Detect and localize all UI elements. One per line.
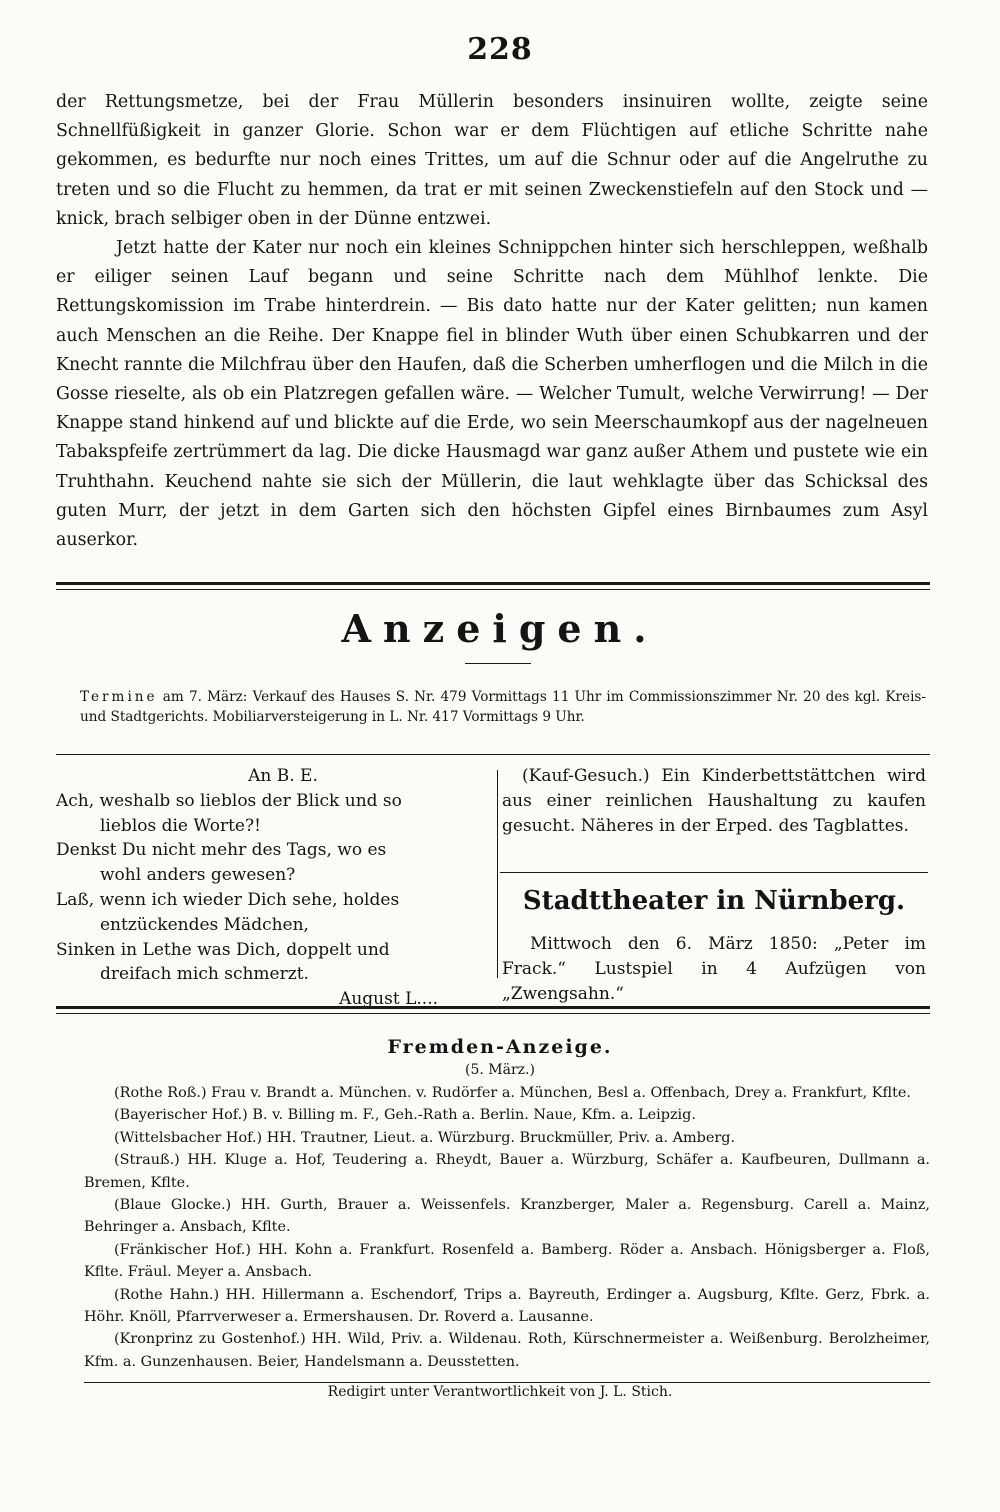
theater-notice [502,932,926,1007]
list-item: (Strauß.) HH. Kluge a. Hof, Teudering a. Rheydt, Bauer a. Würzburg, Schäfer a. Kaufbeuren, Dullmann a. Bremen, Kflte. [84,1152,930,1191]
wanted-text: Ein Kinderbettstättchen wird aus einer reinlichen Haushaltung zu kaufen gesucht. Näheres in der Erped. des Tagblattes. [502,766,927,836]
poem-line: entzückendes Mädchen, [100,914,309,935]
list-item: (Rothe Roß.) Frau v. Brandt a. München. v. Rudörfer a. München, Besl a. Offenbach, Drey a. Frankfurt, Kflte. [114,1085,911,1101]
ads-divider [56,754,930,755]
section-divider [56,1006,930,1014]
poem-line: Sinken in Lethe was Dich, doppelt und [56,939,390,960]
story-paragraph: Jetzt hatte der Kater nur noch ein kleines Schnippchen hinter sich herschleppen, weßhalb er eiliger seinen Lauf begann und seine Schritte nach dem Mühlhof lenkte. Die Rettungskomission im Trabe hinterdrein. — Bis dato hatte nur der Kater gelitten; nun kamen auch Menschen an die Reihe. Der Knappe fiel in blinder Wuth über einen Schubkarren und der Knecht rannte die Milchfrau über den Haufen, daß die Scherben umherflogen und die Milch in die Gosse rieselte, als ob ein Platzregen gefallen wäre. — Welcher Tumult, welche Verwirrung! — Der Knappe stand hinkend auf und blickte auf die Erde, wo sein Meerschaumkopf aus der nagelneuen Tabakspfeife zertrümmert da lag. Die dicke Hausmagd war ganz außer Athem und pustete wie ein Truhthahn. Keuchend nahte sie sich der Müllerin, die laut wehklagte über das Schicksal des guten Murr, der jetzt in dem Garten sich den höchsten Gipfel eines Birnbaumes zum Asyl auserkor. [56,238,928,551]
list-item: (Bayerischer Hof.) B. v. Billing m. F., Geh.-Rath a. Berlin. Naue, Kfm. a. Leipzig. [114,1107,696,1124]
section-divider [56,582,930,590]
editor-footer: Redigirt unter Verantwortlichkeit von J. L. Stich. [327,1384,673,1400]
wanted-label: (Kauf-Gesuch.) [522,766,650,786]
poem-line: Ach, weshalb so lieblos der Blick und so [56,790,402,811]
theater-heading: Stadttheater in Nürnberg. [522,886,906,916]
list-item: (Kronprinz zu Gostenhof.) HH. Wild, Priv. a. Wildenau. Roth, Kürschnermeister a. Weißenburg. Berolzheimer, Kfm. a. Gunzenhausen. Beier, Handelsmann a. Deusstetten. [84,1331,930,1370]
story-text [56,88,928,555]
fremden-date: (5. März.) [465,1062,535,1078]
footer-divider [84,1382,930,1383]
list-item: (Wittelsbacher Hof.) HH. Trautner, Lieut. a. Würzburg. Bruckmüller, Priv. a. Amberg. [114,1129,736,1146]
poem-line: dreifach mich schmerzt. [100,964,309,985]
poem-signature: August L.... [339,989,438,1010]
theater-text: Mittwoch den 6. März 1850: „Peter im Frack.“ Lustspiel in 4 Aufzügen von „Zwengsahn.“ [502,934,926,1004]
heading-underline [465,663,531,664]
theater-divider [500,872,928,873]
wanted-ad [502,764,926,838]
termine-notice [80,688,926,727]
story-paragraph: der Rettungsmetze, bei der Frau Müllerin besonders insinuiren wollte, zeigte seine Schnellfüßigkeit in ganzer Glorie. Schon war er dem Flüchtigen auf etliche Schritte nahe gekommen, es bedurfte nur noch eines Trittes, um auf die Schnur oder auf die Angelruthe zu treten und so die Flucht zu hemmen, da trat er mit seinen Zweckenstiefeln auf den Stock und — knick, brach selbiger oben in der Dünne entzwei. [56,92,928,229]
list-item: (Rothe Hahn.) HH. Hillermann a. Eschendorf, Trips a. Bayreuth, Erdinger a. Augsburg, Kflte. Gerz, Fbrk. a. Höhr. Knöll, Pfarrverweser a. Ermershausen. Dr. Roverd a. Lausanne. [84,1286,930,1326]
poem-line: Laß, wenn ich wieder Dich sehe, holdes [56,889,400,910]
column-divider [497,770,498,978]
poem-heading: An B. E. [248,766,318,786]
fremden-list [84,1082,930,1373]
page-number: 228 [467,32,533,67]
termine-text: am 7. März: Verkauf des Hauses S. Nr. 479 Vormittags 11 Uhr im Commissionszimmer Nr. 20 des kgl. Kreis- und Stadtgerichts. Mobiliarversteigerung in L. Nr. 417 Vormittags 9 Uhr. [80,689,926,725]
poem-line: wohl anders gewesen? [100,865,296,886]
poem-line: lieblos die Worte?! [100,815,261,836]
poem-line: Denkst Du nicht mehr des Tags, wo es [56,840,387,861]
list-item: (Fränkischer Hof.) HH. Kohn a. Frankfurt. Rosenfeld a. Bamberg. Röder a. Ansbach. Hönigsberger a. Floß, Kflte. Fräul. Meyer a. Ansbach. [84,1241,930,1281]
fremden-heading: Fremden-Anzeige. [387,1036,613,1058]
termine-label: Termine [80,689,158,705]
list-item: (Blaue Glocke.) HH. Gurth, Brauer a. Weissenfels. Kranzberger, Maler a. Regensburg. Carell a. Mainz, Behringer a. Ansbach, Kflte. [84,1197,930,1236]
ads-heading: Anzeigen. [341,606,659,651]
poem-ad [56,764,490,1012]
